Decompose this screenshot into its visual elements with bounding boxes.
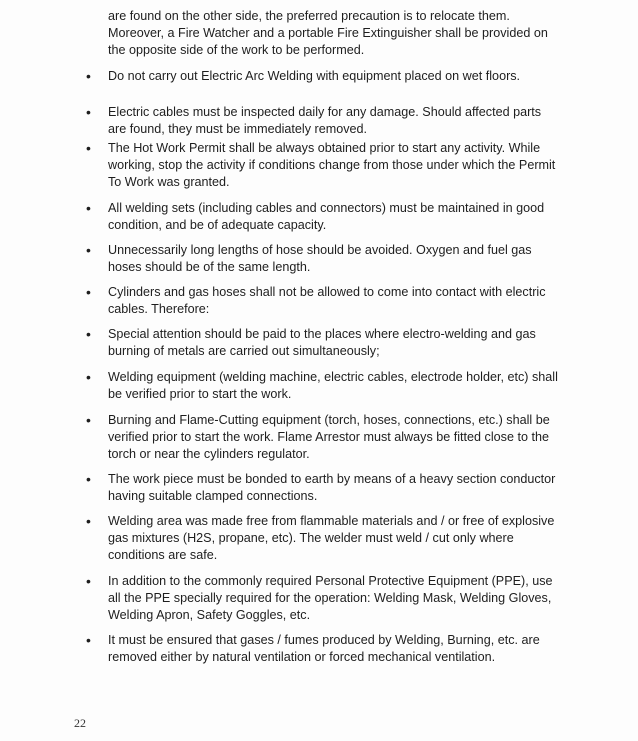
bullet-text: Cylinders and gas hoses shall not be allowed to come into contact with electric cables. Therefore: [108,285,546,316]
bullet-text: Unnecessarily long lengths of hose should be avoided. Oxygen and fuel gas hoses should be of the same length. [108,243,532,274]
bullet-item [86,573,560,624]
bullet-item [86,104,560,138]
bullet-marker: • [86,326,91,342]
bullet-marker: • [86,369,91,385]
bullet-text: In addition to the commonly required Personal Protective Equipment (PPE), use all the PPE specially required for the operation: Welding Mask, Welding Gloves, Welding Apron, Safety Goggles, etc. [108,574,553,622]
bullet-item [86,326,560,360]
bullet-marker: • [86,200,91,216]
bullet-item [86,513,560,564]
bullet-item [86,412,560,463]
bullet-text: It must be ensured that gases / fumes produced by Welding, Burning, etc. are removed either by natural ventilation or forced mechanical ventilation. [108,633,540,664]
bullet-item [86,369,560,403]
bullet-item [86,68,560,85]
bullet-item [86,632,560,666]
bullet-item [86,242,560,276]
bullet-marker: • [86,140,91,156]
bullet-marker: • [86,412,91,428]
bullet-marker: • [86,573,91,589]
bullet-text: Welding equipment (welding machine, electric cables, electrode holder, etc) shall be verified prior to start the work. [108,370,558,401]
intro-paragraph: are found on the other side, the preferred precaution is to relocate them. Moreover, a Fire Watcher and a portable Fire Extinguisher shall be provided on the opposite side of the work to be performed. [108,9,548,57]
bullet-text: Do not carry out Electric Arc Welding with equipment placed on wet floors. [108,69,521,83]
bullet-marker: • [86,284,91,300]
bullet-text: Welding area was made free from flammable materials and / or free of explosive gas mixtures (H2S, propane, etc). The welder must weld / cut only where conditions are safe. [108,514,555,562]
bullet-marker: • [86,68,91,84]
bullet-text: The Hot Work Permit shall be always obtained prior to start any activity. While working, stop the activity if conditions change from those under which the Permit To Work was granted. [108,141,556,189]
bullet-marker: • [86,104,91,120]
bullet-text: Electric cables must be inspected daily for any damage. Should affected parts are found, they must be immediately removed. [108,105,542,136]
bullet-marker: • [86,632,91,648]
bullet-text: Burning and Flame-Cutting equipment (torch, hoses, connections, etc.) shall be verified prior to start the work. Flame Arrestor must always be fitted close to the torch or near the cylinders regulator. [108,413,550,461]
bullet-marker: • [86,242,91,258]
bullet-text: The work piece must be bonded to earth by means of a heavy section conductor having suitable clamped connections. [108,472,556,503]
bullet-item [86,200,560,234]
bullet-marker: • [86,513,91,529]
bullet-item [86,471,560,505]
bullet-item [86,284,560,318]
bullet-text: All welding sets (including cables and connectors) must be maintained in good condition, and be of adequate capacity. [108,201,545,232]
bullet-text: Special attention should be paid to the places where electro-welding and gas burning of metals are carried out simultaneously; [108,327,536,358]
page-number: 22 [74,716,86,730]
bullet-item [86,140,560,191]
bullet-marker: • [86,471,91,487]
